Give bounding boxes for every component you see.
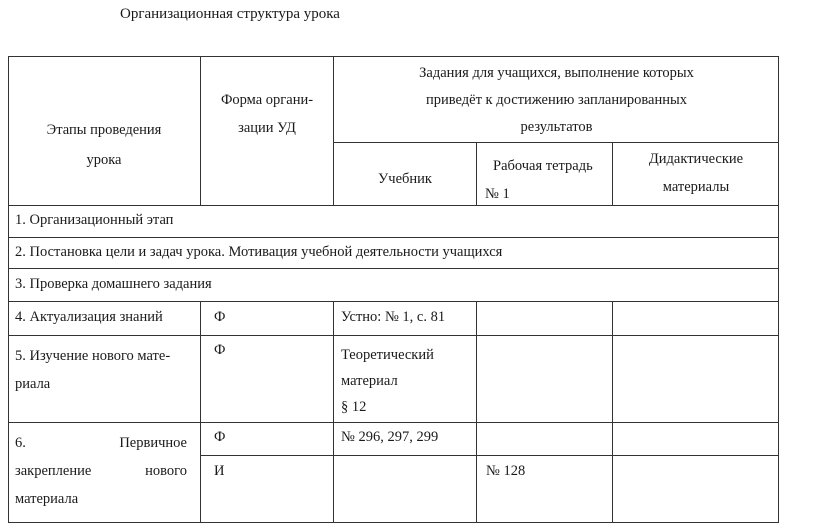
row-5-textbook-line1: Теоретический — [341, 347, 434, 363]
header-didactic-line2: материалы — [662, 179, 730, 195]
header-form — [202, 86, 332, 142]
page-title: Организационная структура урока — [120, 6, 340, 22]
row-5-form: Ф — [214, 342, 226, 358]
header-form-line2: зации УД — [238, 120, 296, 136]
row-6-stage-word2: Первичное — [119, 435, 187, 451]
row-6b-workbook: № 128 — [486, 463, 526, 479]
row-5-textbook-line2: материал — [341, 373, 398, 389]
header-didactic-line1: Дидактические — [648, 151, 744, 167]
header-tasks-line2: приведёт к достижению запланированных — [425, 92, 687, 108]
row-6-stage — [15, 429, 187, 513]
header-tasks-line1: Задания для учащихся, выполнение которых — [419, 65, 694, 81]
row-6b-form: И — [214, 463, 225, 479]
row-6-stage-word4: нового — [145, 463, 187, 479]
row-6a-textbook: № 296, 297, 299 — [341, 429, 439, 445]
row-1-stage: 1. Организационный этап — [15, 212, 174, 228]
header-stages-line1: Этапы проведения — [46, 122, 162, 138]
header-didactic — [614, 145, 778, 201]
header-workbook-line2: № 1 — [485, 186, 510, 202]
row-4-form: Ф — [214, 309, 226, 325]
row-4-stage: 4. Актуализация знаний — [15, 309, 163, 325]
row-6-stage-word3: закрепление — [15, 463, 92, 479]
header-stages — [10, 115, 198, 175]
row-5-stage-line1: 5. Изучение нового мате- — [15, 348, 171, 364]
row-5-textbook — [341, 342, 434, 420]
header-tasks — [335, 60, 778, 141]
row-5-textbook-line3: § 12 — [341, 399, 367, 415]
row-5-stage-line2: риала — [15, 376, 51, 392]
header-workbook — [485, 152, 610, 208]
row-6-stage-word5: материала — [15, 491, 79, 507]
row-3-stage: 3. Проверка домашнего задания — [15, 276, 212, 292]
header-form-line1: Форма органи- — [220, 92, 314, 108]
header-tasks-line3: результатов — [520, 119, 593, 135]
header-workbook-line1: Рабочая тетрадь — [493, 158, 593, 174]
header-stages-line2: урока — [86, 152, 122, 168]
row-6-stage-word1: 6. — [15, 435, 26, 451]
header-textbook: Учебник — [378, 171, 432, 187]
row-4-textbook: Устно: № 1, с. 81 — [341, 309, 446, 325]
row-2-stage: 2. Постановка цели и задач урока. Мотивация учебной деятельности учащихся — [15, 244, 503, 260]
row-6a-form: Ф — [214, 429, 226, 445]
row-5-stage — [15, 342, 170, 398]
